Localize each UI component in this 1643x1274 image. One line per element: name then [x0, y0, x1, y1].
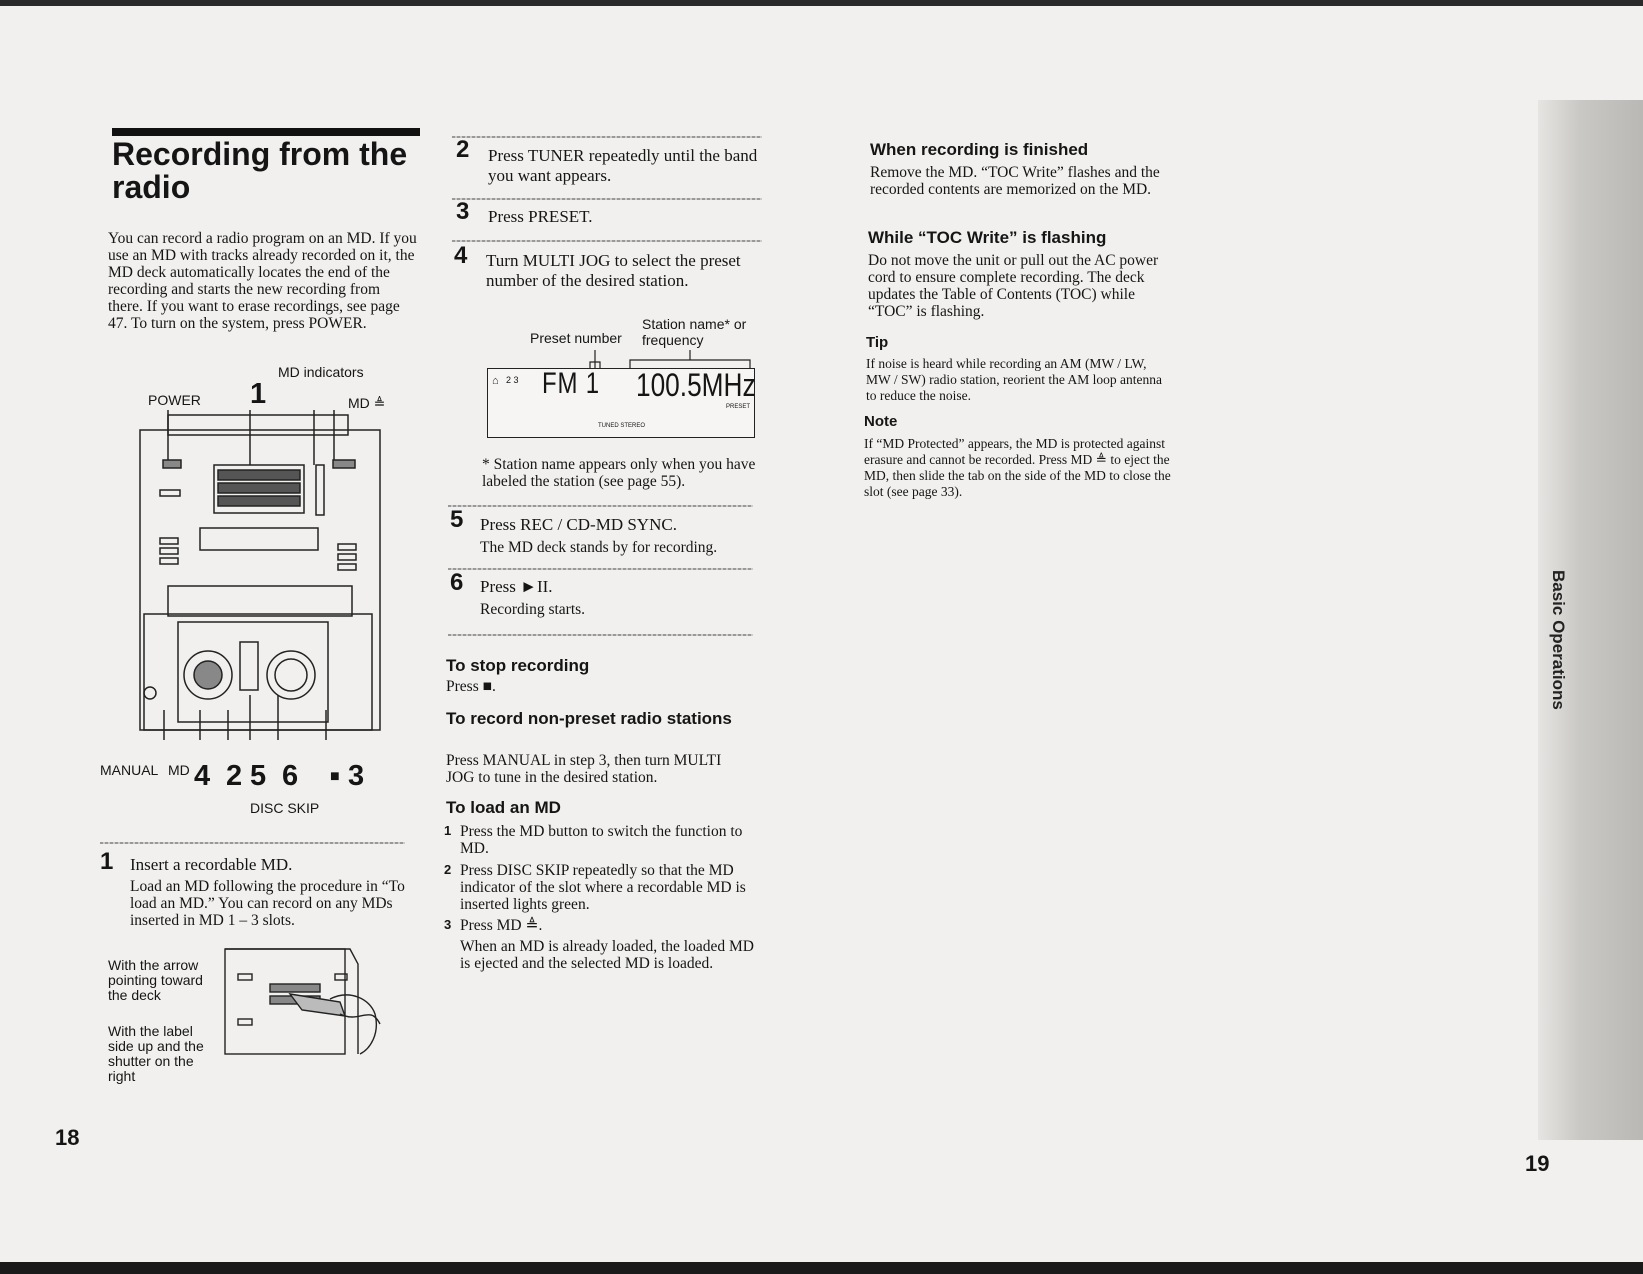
- md-label: MD: [168, 762, 190, 778]
- footnote: * Station name appears only when you have labeled the station (see page 55).: [482, 456, 756, 490]
- step6-rule: [448, 568, 753, 570]
- page-number-right: 19: [1525, 1151, 1550, 1176]
- display-band: FM 1: [542, 367, 600, 400]
- step6-title: Press ►II.: [480, 577, 553, 596]
- power-label: POWER: [148, 392, 201, 408]
- step5-title: Press REC / CD-MD SYNC.: [480, 515, 677, 534]
- load-item-1-number: 1: [444, 823, 452, 838]
- load-item-1-text: Press the MD button to switch the function to MD.: [460, 823, 743, 857]
- note-heading: Note: [864, 413, 898, 430]
- load-item-3-number: 3: [444, 917, 452, 932]
- bottom-edge: [0, 1262, 1643, 1274]
- nonpreset-heading: To record non-preset radio stations: [446, 709, 732, 728]
- steps-end-rule: [448, 634, 753, 636]
- manual-label: MANUAL: [100, 762, 159, 778]
- step5-number: 5: [450, 506, 464, 533]
- title-rule: [112, 128, 420, 136]
- md-indicators-label: MD indicators: [278, 364, 364, 380]
- display-tuned-tag: TUNED STEREO: [598, 423, 646, 429]
- display-preset-tag: PRESET: [726, 404, 751, 410]
- page-title: Recording from the radio: [112, 136, 408, 205]
- display-small-digits: 2 3: [506, 375, 519, 385]
- callout-1: 1: [250, 378, 267, 410]
- stop-heading: To stop recording: [446, 656, 590, 675]
- side-tab-label: Basic Operations: [1549, 570, 1568, 710]
- note-text: If “MD Protected” appears, the MD is protected against erasure and cannot be recorded. Press MD ≜ to eject the MD, then slide the tab on the side of the MD to close the slot (see page 33).: [864, 436, 1171, 499]
- md-eject-label: MD ≜: [348, 395, 386, 411]
- station-name-label: Station name* or frequency: [642, 316, 747, 348]
- display-frequency: 100.5MHz: [636, 367, 756, 403]
- load-item-3-text: Press MD ≜.: [460, 917, 543, 934]
- tip-text: If noise is heard while recording an AM (MW / LW, MW / SW) radio station, reorient the AM loop antenna to reduce the noise.: [866, 356, 1162, 403]
- callout-2: 2: [226, 760, 243, 792]
- step4-text: Turn MULTI JOG to select the preset number of the desired station.: [486, 251, 741, 290]
- step4-number: 4: [454, 242, 468, 269]
- step4-rule: [452, 240, 762, 242]
- toc-heading: While “TOC Write” is flashing: [868, 228, 1107, 247]
- tip-heading: Tip: [866, 334, 889, 351]
- callout-3: 3: [348, 760, 365, 792]
- page-number-left: 18: [55, 1125, 80, 1150]
- step1-rule: [100, 842, 405, 844]
- md-insertion-illustration: [210, 944, 410, 1064]
- callout-6: 6: [282, 760, 299, 792]
- stereo-unit-illustration: [128, 410, 390, 770]
- step2-rule: [452, 136, 762, 138]
- top-edge: [0, 0, 1643, 6]
- load-item-2-text: Press DISC SKIP repeatedly so that the MD indicator of the slot where a recordable MD is inserted lights green.: [460, 862, 746, 913]
- stop-text: Press ■.: [446, 678, 496, 695]
- preset-number-label: Preset number: [530, 330, 622, 346]
- step6-text: Recording starts.: [480, 601, 586, 618]
- display-callout-lines: [580, 350, 760, 372]
- step5-rule: [448, 505, 753, 507]
- load-after-text: When an MD is already loaded, the loaded MD is ejected and the selected MD is loaded.: [460, 938, 754, 972]
- intro-paragraph: You can record a radio program on an MD. If you use an MD with tracks already recorded on it, the MD deck automatically locates the end of the recording and starts the new recording from there. If you want to erase recordings, see page 47. To turn on the system, press POWER.: [108, 230, 417, 332]
- step2-text: Press TUNER repeatedly until the band you want appears.: [488, 146, 758, 185]
- load-item-2-number: 2: [444, 862, 452, 877]
- step3-text: Press PRESET.: [488, 207, 593, 226]
- step1-number: 1: [100, 848, 114, 875]
- step1-title: Insert a recordable MD.: [130, 855, 293, 874]
- toc-text: Do not move the unit or pull out the AC power cord to ensure complete recording. The deck updates the Table of Contents (TOC) while “TOC” is flashing.: [868, 252, 1159, 320]
- step6-number: 6: [450, 569, 464, 596]
- nonpreset-text: Press MANUAL in step 3, then turn MULTI JOG to tune in the desired station.: [446, 752, 722, 786]
- step5-text: The MD deck stands by for recording.: [480, 539, 718, 556]
- disc-skip-label: DISC SKIP: [250, 800, 320, 816]
- finished-text: Remove the MD. “TOC Write” flashes and the recorded contents are memorized on the MD.: [870, 164, 1160, 198]
- load-heading: To load an MD: [446, 798, 561, 817]
- callout-stop: ■: [330, 768, 340, 785]
- step3-rule: [452, 198, 762, 200]
- tuner-display: [487, 368, 755, 438]
- finished-heading: When recording is finished: [870, 140, 1089, 159]
- step1-text: Load an MD following the procedure in “To load an MD.” You can record on any MDs inserted in MD 1 – 3 slots.: [130, 878, 405, 929]
- step3-number: 3: [456, 198, 470, 225]
- insert-arrow-label: With the arrow pointing toward the deck: [108, 957, 203, 1003]
- insert-label-side-label: With the label side up and the shutter on the right: [108, 1023, 204, 1084]
- display-icon: ⌂: [492, 375, 499, 387]
- callout-4: 4: [194, 760, 211, 792]
- callout-5: 5: [250, 760, 267, 792]
- step2-number: 2: [456, 136, 470, 163]
